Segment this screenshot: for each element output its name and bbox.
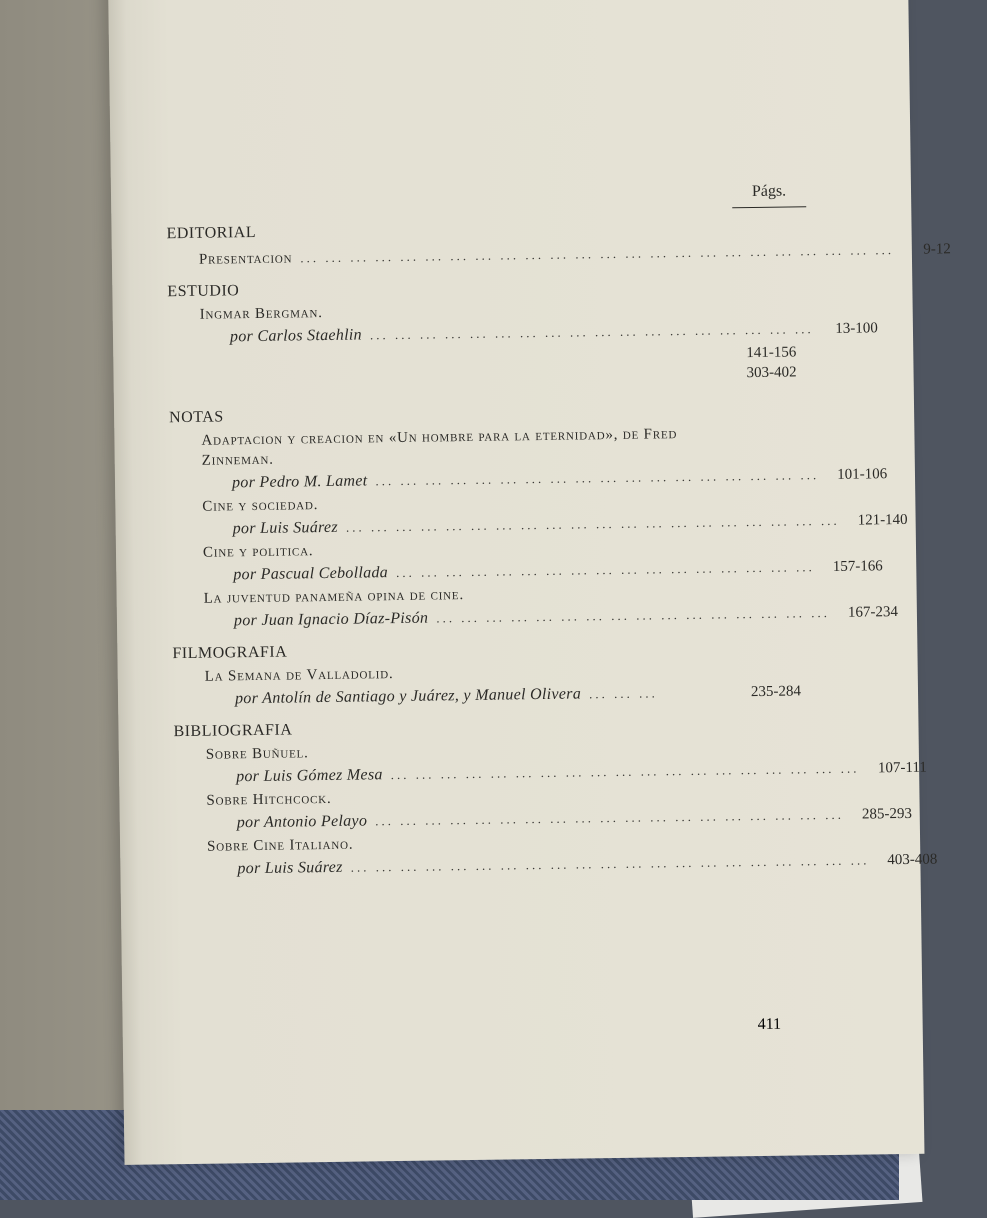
toc-entry bbox=[172, 580, 899, 635]
entry-pages: 235-284 bbox=[750, 683, 802, 701]
leader-dots: ... ... ... bbox=[588, 685, 658, 702]
entry-author: por Luis Suárez bbox=[232, 518, 339, 538]
section-bibliografia bbox=[173, 710, 938, 883]
toc-entry bbox=[169, 422, 888, 497]
leader-dots: ... ... ... ... ... ... ... ... ... ... ... ... ... ... ... ... bbox=[436, 604, 831, 626]
entry-title: Sobre Buñuel. bbox=[205, 745, 309, 763]
entry-author: por Carlos Staehlin bbox=[229, 326, 363, 346]
book-page bbox=[108, 0, 951, 1165]
entry-title: La Semana de Valladolid. bbox=[204, 666, 394, 685]
entry-title: Sobre Cine Italiano. bbox=[206, 836, 354, 855]
entry-pages: 403-408 bbox=[887, 851, 938, 869]
entry-author: por Pascual Cebollada bbox=[233, 564, 389, 584]
entry-title: Sobre Hitchcock. bbox=[206, 790, 332, 809]
entry-pages: 101-106 bbox=[837, 466, 888, 483]
entry-title: Presentacion bbox=[198, 250, 293, 268]
entry-pages: 303-402 bbox=[746, 364, 797, 382]
entry-pages: 13-100 bbox=[835, 320, 878, 337]
leader-dots: ... ... ... ... ... ... ... ... ... ... ... ... ... ... ... ... ... ... ... bbox=[390, 760, 860, 783]
entry-title: Cine y politica. bbox=[202, 543, 314, 561]
leader-dots: ... ... ... ... ... ... ... ... ... ... ... ... ... ... ... ... ... bbox=[395, 559, 815, 581]
section-title: EDITORIAL bbox=[166, 223, 257, 243]
entry-title: Ingmar Bergman. bbox=[199, 305, 323, 323]
table-of-contents bbox=[166, 182, 951, 883]
entry-pages: 9-12 bbox=[923, 241, 951, 258]
toc-entry bbox=[168, 296, 878, 391]
toc-entry bbox=[173, 658, 814, 713]
section-title: BIBLIOGRAFIA bbox=[173, 721, 293, 741]
entry-pages: 285-293 bbox=[861, 805, 913, 823]
pages-column-header: Págs. bbox=[732, 182, 806, 208]
section-editorial bbox=[166, 212, 951, 273]
section-title: ESTUDIO bbox=[167, 282, 240, 301]
section-title: FILMOGRAFIA bbox=[172, 643, 288, 663]
leader-dots: ... ... ... ... ... ... ... ... ... ... ... ... ... ... ... ... ... ... bbox=[369, 321, 814, 343]
entry-pages: 121-140 bbox=[857, 511, 908, 529]
section-notas bbox=[168, 396, 908, 635]
section-filmografia bbox=[172, 632, 813, 713]
entry-title: Adaptacion y creacion en «Un hombre para la eternidad», de Fred Zinneman. bbox=[201, 426, 678, 469]
leader-dots: ... ... ... ... ... ... ... ... ... ... ... ... ... ... ... ... ... ... ... bbox=[375, 806, 845, 829]
page-number: 411 bbox=[757, 1015, 782, 1034]
entry-author: por Antolín de Santiago y Juárez, y Manuel Olivera bbox=[234, 685, 582, 708]
entry-author: por Luis Gómez Mesa bbox=[236, 766, 383, 786]
entry-author: por Juan Ignacio Díaz-Pisón bbox=[233, 609, 429, 630]
section-estudio bbox=[167, 270, 878, 391]
entry-author: por Antonio Pelayo bbox=[236, 812, 368, 832]
entry-pages: 141-156 bbox=[746, 344, 797, 362]
leader-dots: ... ... ... ... ... ... ... ... ... ... ... ... ... ... ... ... ... ... bbox=[375, 467, 820, 489]
leader-dots: ... ... ... ... ... ... ... ... ... ... ... ... ... ... ... ... ... ... ... ... ... bbox=[350, 852, 870, 875]
leader-dots: ... ... ... ... ... ... ... ... ... ... ... ... ... ... ... ... ... ... ... ... bbox=[345, 512, 840, 535]
section-title: NOTAS bbox=[168, 408, 224, 427]
entry-pages: 157-166 bbox=[832, 558, 883, 575]
entry-author: por Luis Suárez bbox=[237, 858, 343, 878]
entry-title: Cine y sociedad. bbox=[202, 497, 319, 515]
entry-title: La juventud panameña opina de cine. bbox=[203, 587, 465, 607]
entry-pages: 167-234 bbox=[847, 604, 899, 621]
entry-author: por Pedro M. Lamet bbox=[231, 472, 368, 492]
toc-entry bbox=[175, 828, 938, 883]
entry-pages: 107-111 bbox=[877, 759, 927, 777]
leader-dots: ... ... ... ... ... ... ... ... ... ... ... ... ... ... ... ... ... ... ... ... ... ... ... ... bbox=[300, 242, 895, 266]
